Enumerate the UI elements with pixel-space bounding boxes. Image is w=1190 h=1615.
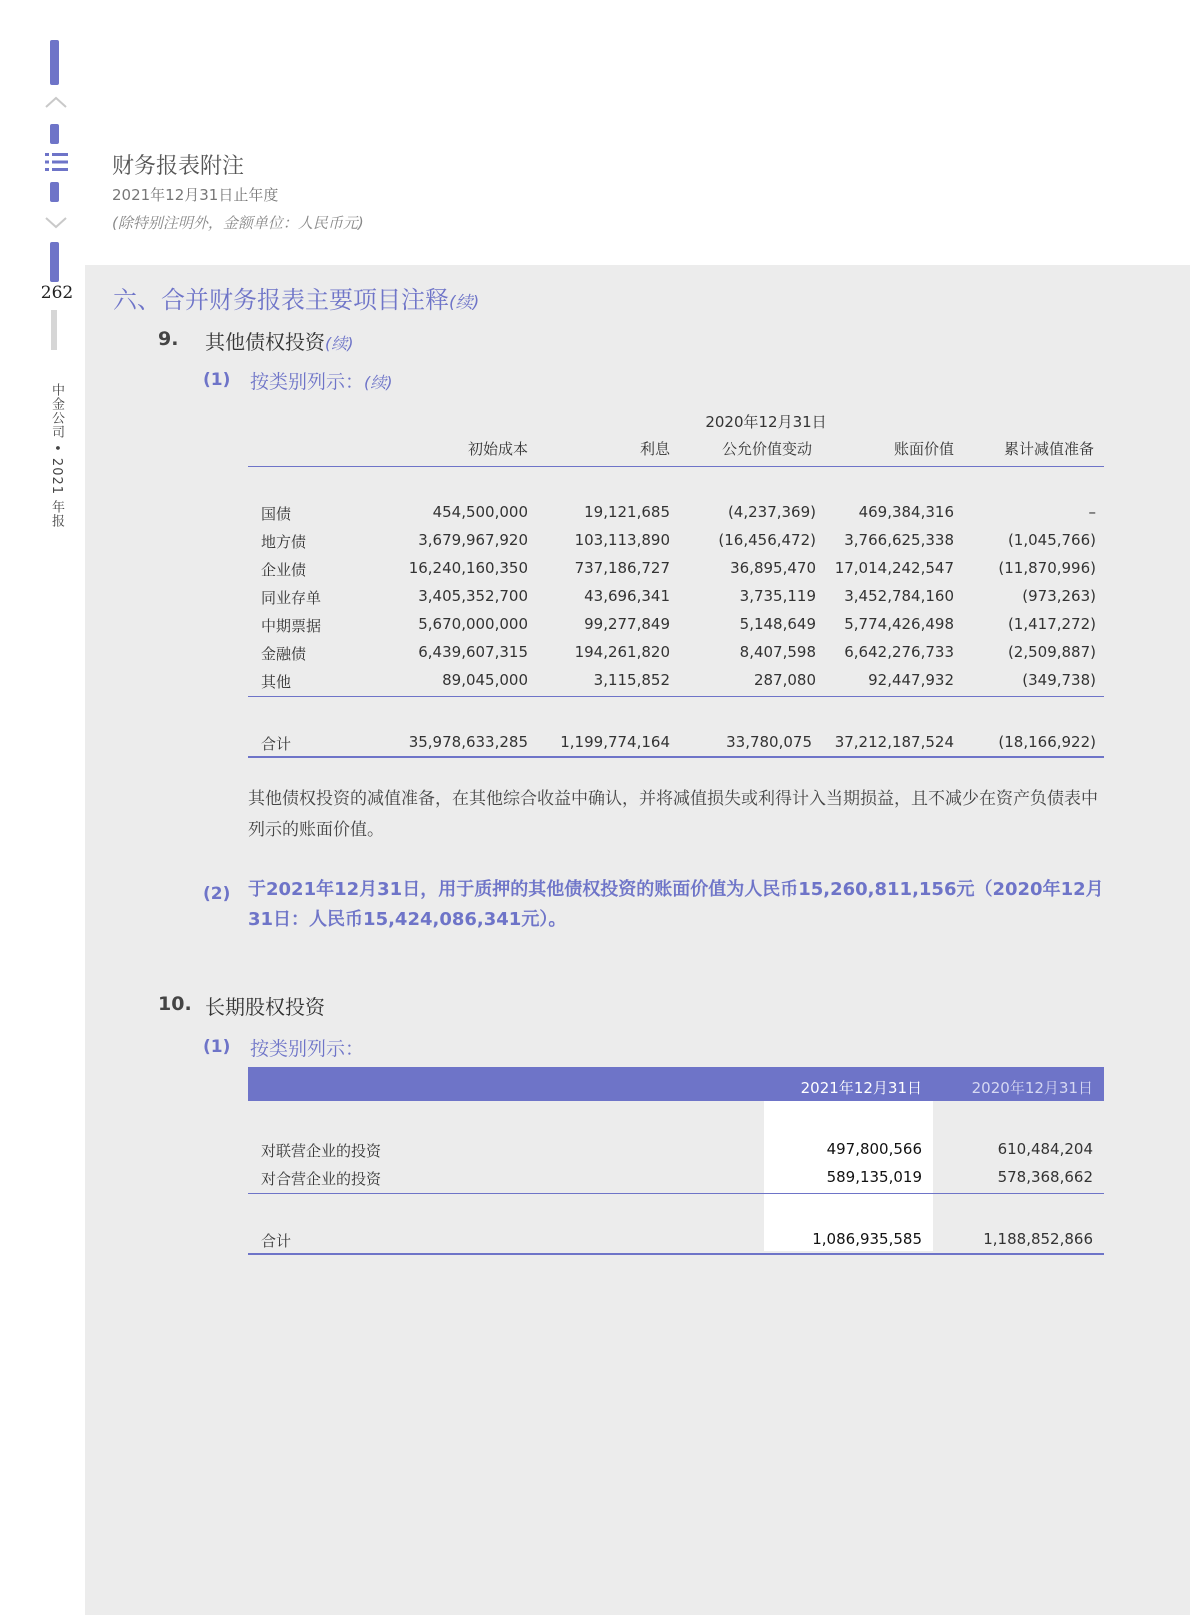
row-label: 地方债 <box>261 533 307 551</box>
table-cell: (973,263) <box>1022 587 1096 605</box>
row-label: 金融债 <box>261 645 307 663</box>
chevron-down-icon[interactable] <box>44 216 68 230</box>
table2-total-2020: 1,188,852,866 <box>983 1230 1093 1248</box>
table2-total-label: 合计 <box>261 1232 292 1250</box>
table-cell: 5,774,426,498 <box>844 615 954 633</box>
period-label: 2021年12月31日止年度 <box>112 186 279 204</box>
unit-note: (除特别注明外，金额单位：人民币元) <box>112 214 364 232</box>
item9-title: 其他债权投资 <box>205 330 325 354</box>
total-interest: 1,199,774,164 <box>560 733 670 751</box>
total-cost: 35,978,633,285 <box>408 733 528 751</box>
table-cell: (1,417,272) <box>1007 615 1096 633</box>
rail-bar-mid1 <box>50 124 59 144</box>
rail-bar-mid2 <box>50 182 59 202</box>
item9-sub1-cont: (续) <box>364 373 393 392</box>
table-cell: 3,679,967,920 <box>418 531 528 549</box>
table-cell: 43,696,341 <box>584 587 670 605</box>
rail-bar-top <box>50 40 59 85</box>
row-label: 企业债 <box>261 561 307 579</box>
row-joint-ventures-label: 对合营企业的投资 <box>261 1170 382 1188</box>
table-cell: 16,240,160,350 <box>408 559 528 577</box>
item10-sub1-number: (1) <box>203 1037 231 1057</box>
table-cell: (1,045,766) <box>1007 531 1096 549</box>
chevron-up-icon[interactable] <box>44 95 68 109</box>
table-cell: 89,045,000 <box>442 671 528 689</box>
table-cell: (2,509,887) <box>1007 643 1096 661</box>
header-rule <box>248 466 1104 467</box>
row-associates-2020: 610,484,204 <box>997 1140 1093 1158</box>
table-cell: 3,405,352,700 <box>418 587 528 605</box>
page-title: 财务报表附注 <box>112 154 245 179</box>
table2-total-rule <box>248 1253 1104 1255</box>
col-header-fair-value: 公允价值变动 <box>721 440 812 458</box>
col-header-2021: 2021年12月31日 <box>800 1079 922 1097</box>
pledge-paragraph: 于2021年12月31日，用于质押的其他债权投资的账面价值为人民币15,260,811,156元（2020年12月31日：人民币15,424,086,341元）。 <box>248 879 1104 930</box>
item9-sub1-title: 按类别列示： <box>250 371 365 393</box>
table-period-header: 2020年12月31日 <box>705 413 827 431</box>
row-joint-ventures-2020: 578,368,662 <box>997 1168 1093 1186</box>
table2-subtotal-rule <box>248 1193 1104 1194</box>
content-panel <box>85 265 1190 1615</box>
table-cell: (349,738) <box>1022 671 1096 689</box>
rail-bar-grey <box>51 310 57 350</box>
item9-number: 9. <box>158 328 179 350</box>
table-cell: 3,735,119 <box>739 587 816 605</box>
section-cont: (续) <box>449 293 480 313</box>
col-header-impairment: 累计减值准备 <box>1003 440 1094 458</box>
total-label: 合计 <box>261 735 292 753</box>
table-cell: 103,113,890 <box>574 531 670 549</box>
table-cell: 6,642,276,733 <box>844 643 954 661</box>
table-cell: 5,670,000,000 <box>418 615 528 633</box>
row-associates-label: 对联营企业的投资 <box>261 1142 382 1160</box>
page-number: 262 <box>40 283 74 303</box>
item10-title: 长期股权投资 <box>205 995 325 1019</box>
table-cell: 469,384,316 <box>858 503 954 521</box>
total-book-value: 37,212,187,524 <box>834 733 954 751</box>
item9-cont: (续) <box>325 334 354 353</box>
table-cell: (16,456,472) <box>718 531 816 549</box>
table-cell: 287,080 <box>753 671 816 689</box>
item10-sub1-title: 按类别列示： <box>250 1038 365 1060</box>
total-impairment: (18,166,922) <box>998 733 1096 751</box>
table-cell: 17,014,242,547 <box>834 559 954 577</box>
col-header-book-value: 账面价值 <box>893 440 954 458</box>
table-cell: 36,895,470 <box>730 559 816 577</box>
list-icon[interactable] <box>45 152 69 172</box>
section-title-text: 六、合并财务报表主要项目注释 <box>113 286 449 314</box>
impairment-paragraph: 其他债权投资的减值准备，在其他综合收益中确认，并将减值损失或利得计入当期损益，且不减少在资产负债表中列示的账面价值。 <box>248 789 1098 840</box>
table-cell: 737,186,727 <box>574 559 670 577</box>
item9-sub1-number: (1) <box>203 370 231 390</box>
subtotal-rule <box>248 696 1104 697</box>
section-title <box>113 280 479 315</box>
table-cell: 6,439,607,315 <box>418 643 528 661</box>
row-label: 同业存单 <box>261 589 322 607</box>
item9-heading <box>205 326 354 355</box>
table-cell: 3,766,625,338 <box>844 531 954 549</box>
table-cell: – <box>1088 503 1096 521</box>
rail-bar-current <box>50 242 59 282</box>
table-cell: 3,115,852 <box>593 671 670 689</box>
table-cell: 194,261,820 <box>574 643 670 661</box>
table-cell: 8,407,598 <box>739 643 816 661</box>
row-associates-2021: 497,800,566 <box>826 1140 922 1158</box>
total-rule <box>248 756 1104 758</box>
item9-sub1-heading <box>250 367 393 394</box>
row-label: 中期票据 <box>261 617 322 635</box>
table-cell: 454,500,000 <box>432 503 528 521</box>
report-label: 中金公司 • 2021 年报 <box>49 383 64 529</box>
col-header-2020: 2020年12月31日 <box>971 1079 1093 1097</box>
item9-sub2-number: (2) <box>203 884 231 904</box>
col-header-interest: 利息 <box>639 440 670 458</box>
table-cell: (4,237,369) <box>727 503 816 521</box>
col-header-cost: 初始成本 <box>467 440 528 458</box>
row-label: 国债 <box>261 505 292 523</box>
table-cell: 99,277,849 <box>584 615 670 633</box>
table-cell: 19,121,685 <box>584 503 670 521</box>
item10-number: 10. <box>158 993 192 1015</box>
total-fair-value: 33,780,075 <box>726 733 812 751</box>
table-cell: 5,148,649 <box>739 615 816 633</box>
table-cell: 3,452,784,160 <box>844 587 954 605</box>
row-label: 其他 <box>261 673 292 691</box>
table-cell: 92,447,932 <box>868 671 954 689</box>
row-joint-ventures-2021: 589,135,019 <box>826 1168 922 1186</box>
table-cell: (11,870,996) <box>998 559 1096 577</box>
table2-total-2021: 1,086,935,585 <box>812 1230 922 1248</box>
